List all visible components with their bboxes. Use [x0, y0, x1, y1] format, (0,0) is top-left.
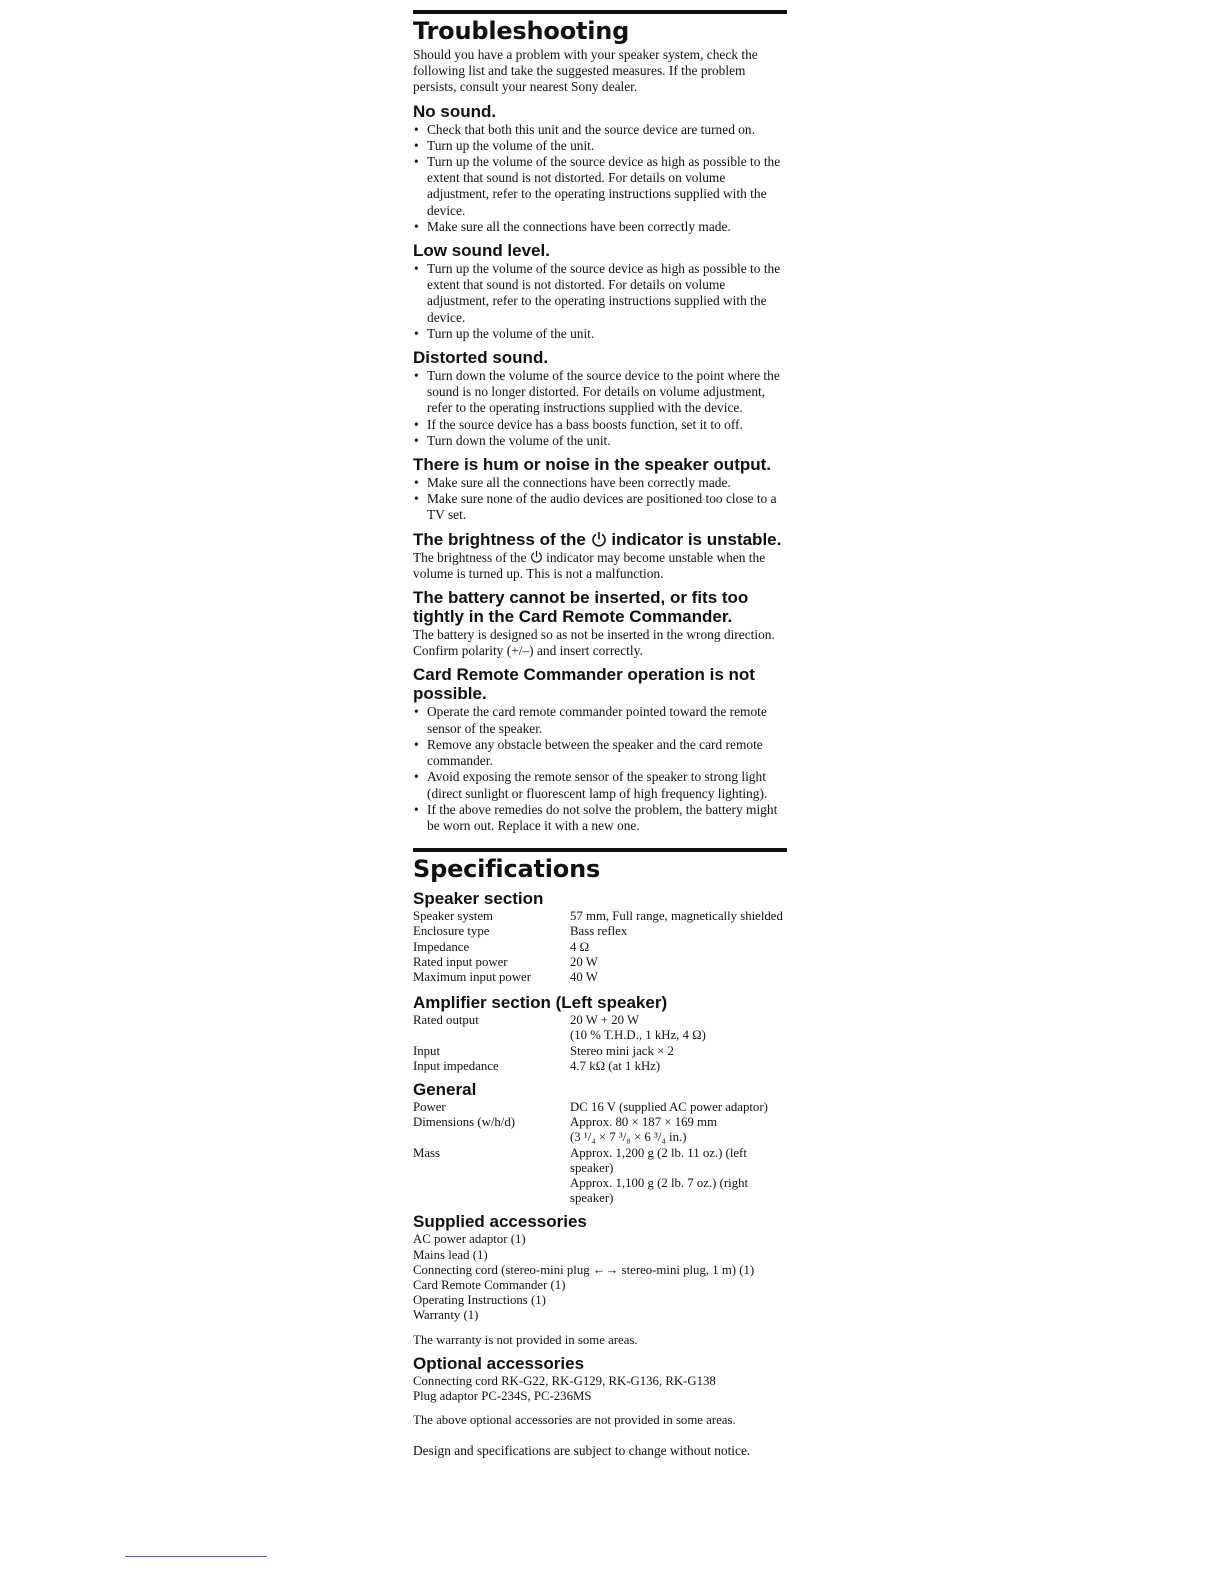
low-sound-list — [413, 261, 787, 342]
spec-value-line: Approx. 1,200 g (2 lb. 11 oz.) (left speaker) — [570, 1145, 747, 1175]
section-rule — [413, 848, 787, 852]
list-item: • Make sure none of the audio devices are positioned too close to a TV set. — [413, 491, 787, 523]
troubleshooting-title: Troubleshooting — [413, 17, 630, 45]
spec-label: Rated input power — [413, 954, 508, 969]
warranty-note: The warranty is not provided in some areas. — [413, 1332, 638, 1347]
manual-page — [413, 10, 787, 1459]
spec-value: 57 mm, Full range, magnetically shielded — [570, 909, 783, 924]
brightness-text-start: The brightness of the — [413, 549, 527, 565]
spec-value-line: Approx. 1,100 g (2 lb. 7 oz.) (right speaker) — [570, 1175, 749, 1206]
list-item: • Turn down the volume of the unit. — [413, 433, 787, 449]
list-item: • Avoid exposing the remote sensor of the speaker to strong light (direct sunlight or fluorescent lamp of high frequency lighting). — [413, 769, 787, 801]
remote-heading: Card Remote Commander operation is not possible. — [413, 665, 755, 704]
specifications-title: Specifications — [413, 855, 601, 884]
list-item: • Make sure all the connections have been correctly made. — [413, 475, 787, 491]
list-item: • Turn down the volume of the source device to the point where the sound is no longer distorted. For details on volume adjustment, refer to the operating instructions supplied with the device. — [413, 368, 787, 417]
spec-row — [413, 955, 787, 970]
list-item: • If the source device has a bass boosts function, set it to off. — [413, 417, 787, 433]
list-item: Plug adaptor PC-234S, PC-236MS — [413, 1388, 592, 1403]
brightness-heading-end: indicator is unstable. — [611, 529, 782, 549]
hum-list — [413, 475, 787, 524]
list-item: • Check that both this unit and the source device are turned on. — [413, 122, 787, 138]
spec-label: Enclosure type — [413, 924, 490, 939]
hum-heading: There is hum or noise in the speaker output. — [413, 455, 772, 475]
list-item: • Turn up the volume of the source device as high as possible to the extent that sound is not distorted. For details on volume adjustment, refer to the operating instructions supplied with the device. — [413, 261, 787, 326]
battery-heading: The battery cannot be inserted, or fits too tightly in the Card Remote Commander. — [413, 588, 749, 627]
spec-row — [413, 909, 787, 924]
optional-heading: Optional accessories — [413, 1353, 585, 1373]
power-standby-icon — [591, 531, 607, 548]
spec-value: 4 Ω — [570, 939, 590, 954]
spec-label: Speaker system — [413, 909, 493, 924]
optional-accessories-section — [413, 1354, 787, 1429]
scan-line-artifact — [125, 1556, 267, 1557]
list-item: • Operate the card remote commander pointed toward the remote sensor of the speaker. — [413, 704, 787, 736]
list-item: AC power adaptor (1) — [413, 1232, 526, 1247]
brightness-heading — [413, 530, 787, 549]
list-item: • Turn up the volume of the unit. — [413, 326, 787, 342]
spec-label: Input impedance — [413, 1058, 499, 1073]
list-item: Connecting cord (stereo-mini plug ←→ stereo-mini plug, 1 m) (1) — [413, 1262, 755, 1277]
spec-value-line: Approx. 80 × 187 × 169 mm — [570, 1115, 718, 1130]
list-item: Card Remote Commander (1) — [413, 1277, 566, 1292]
no-sound-heading: No sound. — [413, 101, 497, 121]
spec-label: Maximum input power — [413, 969, 532, 984]
spec-label: Input — [413, 1043, 441, 1058]
spec-value-line: (3 ¹/₄ × 7 ³/₈ × 6 ³/₄ in.) — [570, 1130, 687, 1145]
battery-text: The battery is designed so as not be inserted in the wrong direction. Confirm polarity (+/–) and insert correctly. — [413, 627, 775, 659]
spec-row — [413, 1059, 787, 1074]
spec-value: 40 W — [570, 969, 598, 984]
spec-value-line: 20 W + 20 W — [570, 1013, 640, 1028]
spec-value: 20 W — [570, 954, 598, 969]
general-section — [413, 1080, 787, 1206]
spec-row — [413, 1115, 787, 1145]
list-item: Operating Instructions (1) — [413, 1293, 546, 1308]
spec-label: Rated output — [413, 1013, 479, 1028]
speaker-section — [413, 889, 787, 985]
optional-note: The above optional accessories are not provided in some areas. — [413, 1413, 736, 1428]
list-item: • If the above remedies do not solve the problem, the battery might be worn out. Replace it with a new one. — [413, 802, 787, 834]
distorted-heading: Distorted sound. — [413, 348, 549, 368]
troubleshooting-intro: Should you have a problem with your speaker system, check the following list and take the suggested measures. If the problem persists, consult your nearest Sony dealer. — [413, 47, 758, 95]
spec-label: Power — [413, 1099, 446, 1114]
amplifier-section — [413, 993, 787, 1074]
spec-row — [413, 1013, 787, 1043]
spec-value — [570, 1013, 787, 1043]
power-standby-icon — [530, 550, 543, 564]
spec-row — [413, 970, 787, 985]
spec-row — [413, 1146, 787, 1207]
distorted-list — [413, 368, 787, 449]
list-item: Mains lead (1) — [413, 1247, 488, 1262]
general-heading: General — [413, 1079, 477, 1099]
list-item: Connecting cord RK-G22, RK-G129, RK-G136, RK-G138 — [413, 1373, 716, 1388]
list-item: • Turn up the volume of the source device as high as possible to the extent that sound is not distorted. For details on volume adjustment, refer to the operating instructions supplied with the device. — [413, 154, 787, 219]
list-item: • Turn up the volume of the unit. — [413, 138, 787, 154]
supplied-heading: Supplied accessories — [413, 1212, 587, 1232]
spec-value-line: (10 % T.H.D., 1 kHz, 4 Ω) — [570, 1028, 706, 1043]
speaker-heading: Speaker section — [413, 889, 544, 909]
change-notice: Design and specifications are subject to change without notice. — [413, 1443, 751, 1459]
spec-label: Impedance — [413, 939, 470, 954]
list-item: Warranty (1) — [413, 1308, 479, 1323]
amplifier-heading: Amplifier section (Left speaker) — [413, 993, 668, 1013]
spec-label: Mass — [413, 1145, 441, 1160]
spec-row — [413, 924, 787, 939]
remote-list — [413, 704, 787, 834]
spec-row — [413, 1044, 787, 1059]
spec-row — [413, 1100, 787, 1115]
spec-value: 4.7 kΩ (at 1 kHz) — [570, 1058, 661, 1073]
spec-label: Dimensions (w/h/d) — [413, 1115, 516, 1130]
spec-value: Stereo mini jack × 2 — [570, 1043, 674, 1058]
brightness-heading-start: The brightness of the — [413, 529, 586, 549]
spec-value: DC 16 V (supplied AC power adaptor) — [570, 1099, 768, 1114]
section-rule — [413, 10, 787, 14]
brightness-text — [413, 550, 787, 582]
list-item: • Remove any obstacle between the speaker and the card remote commander. — [413, 737, 787, 769]
list-item: • Make sure all the connections have been correctly made. — [413, 219, 787, 235]
spec-row — [413, 940, 787, 955]
spec-value: Bass reflex — [570, 924, 628, 939]
low-sound-heading: Low sound level. — [413, 241, 550, 261]
supplied-accessories-section — [413, 1212, 787, 1347]
spec-value — [570, 1146, 787, 1207]
no-sound-list — [413, 122, 787, 235]
brightness-text-end: indicator may become unstable when the volume is turned up. This is not a malfunction. — [413, 549, 766, 581]
spec-value — [570, 1115, 787, 1145]
